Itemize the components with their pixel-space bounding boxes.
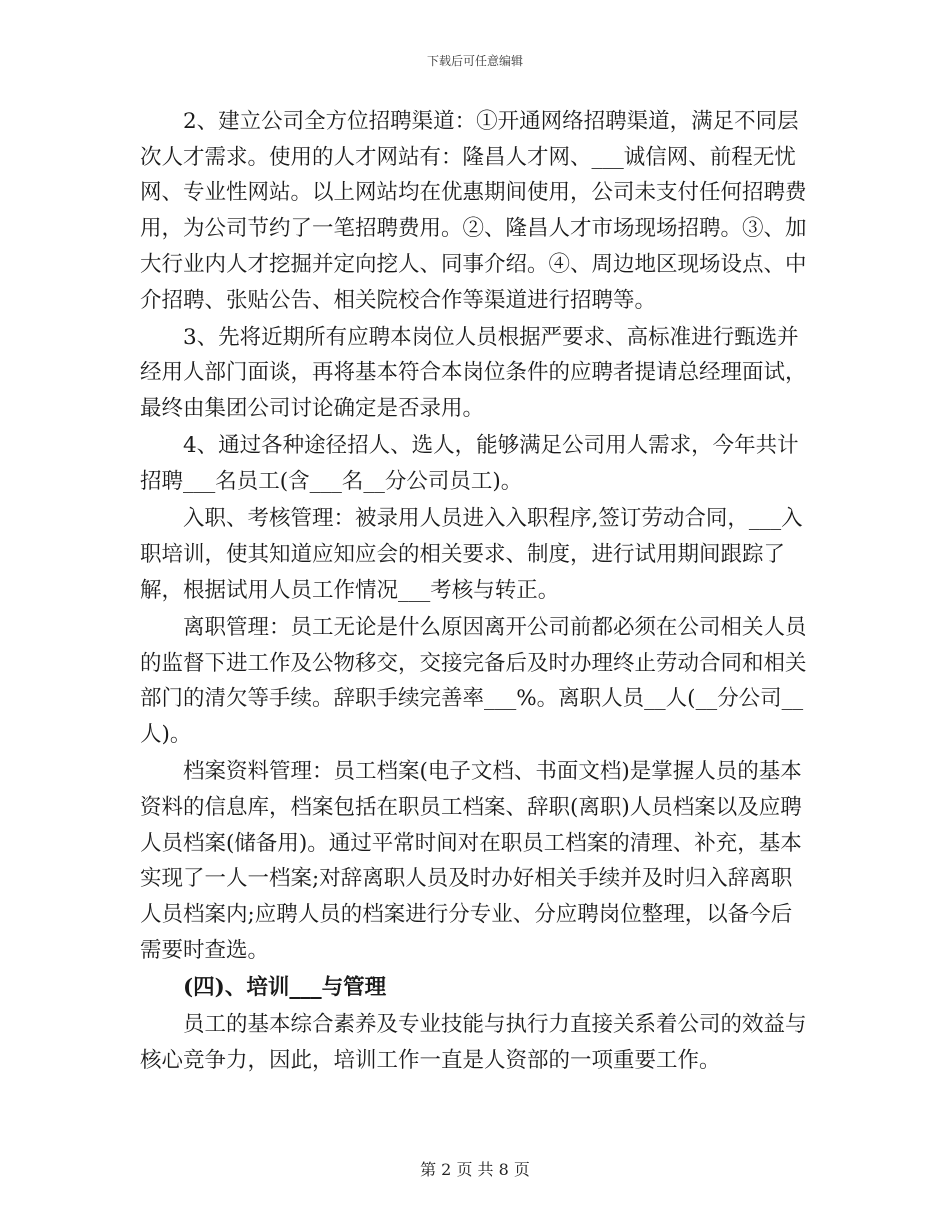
paragraph-selection-process: 3、先将近期所有应聘本岗位人员根据严要求、高标准进行甄选并经用人部门面谈，再将基本符合本岗位条件的应聘者提请总经理面试，最终由集团公司讨论确定是否录用。 [140,324,807,422]
paragraph-resignation: 离职管理：员工无论是什么原因离开公司前都必须在公司相关人员的监督下进工作及公物移交，交接完备后及时办理终止劳动合同和相关部门的清欠等手续。辞职手续完善率___%。离职人员__人(__分公司__人)。 [140,614,807,747]
section-heading-training: (四)、培训___与管理 [183,974,387,1000]
document-body [140,104,812,1080]
paragraph-records: 档案资料管理：员工档案(电子文档、书面文档)是掌握人员的基本资料的信息库，档案包括在职员工档案、辞职(离职)人员档案以及应聘人员档案(储备用)。通过平常时间对在职员工档案的清理、补充，基本实现了一人一档案;对辞离职人员及时办好相关手续并及时归入辞离职人员档案内;应聘人员的档案进行分专业、分应聘岗位整理，以备今后需要时查选。 [140,759,802,963]
page-header: 下载后可任意编辑 [426,54,523,68]
paragraph-onboarding: 入职、考核管理：被录用人员进入入职程序,签订劳动合同，___入职培训，使其知道应知应会的相关要求、制度，进行试用期间跟踪了解，根据试用人员工作情况___考核与转正。 [140,506,803,603]
page-number: 第 2 页 共 8 页 [420,1160,530,1179]
paragraph-recruitment-total: 4、通过各种途径招人、选人，能够满足公司用人需求，今年共计招聘___名员工(含___名__分公司员工)。 [140,433,799,495]
paragraph-recruitment-channels: 2、建立公司全方位招聘渠道：①开通网络招聘渠道，满足不同层次人才需求。使用的人才网站有：隆昌人才网、___诚信网、前程无忧网、专业性网站。以上网站均在优惠期间使用，公司未支付任何招聘费用，为公司节约了一笔招聘费用。②、隆昌人才市场现场招聘。③、加大行业内人才挖掘并定向挖人、同事介绍。④、周边地区现场设点、中介招聘、张贴公告、相关院校合作等渠道进行招聘等。 [140,109,807,313]
paragraph-training-intro: 员工的基本综合素养及专业技能与执行力直接关系着公司的效益与核心竞争力，因此，培训工作一直是人资部的一项重要工作。 [140,1012,807,1073]
